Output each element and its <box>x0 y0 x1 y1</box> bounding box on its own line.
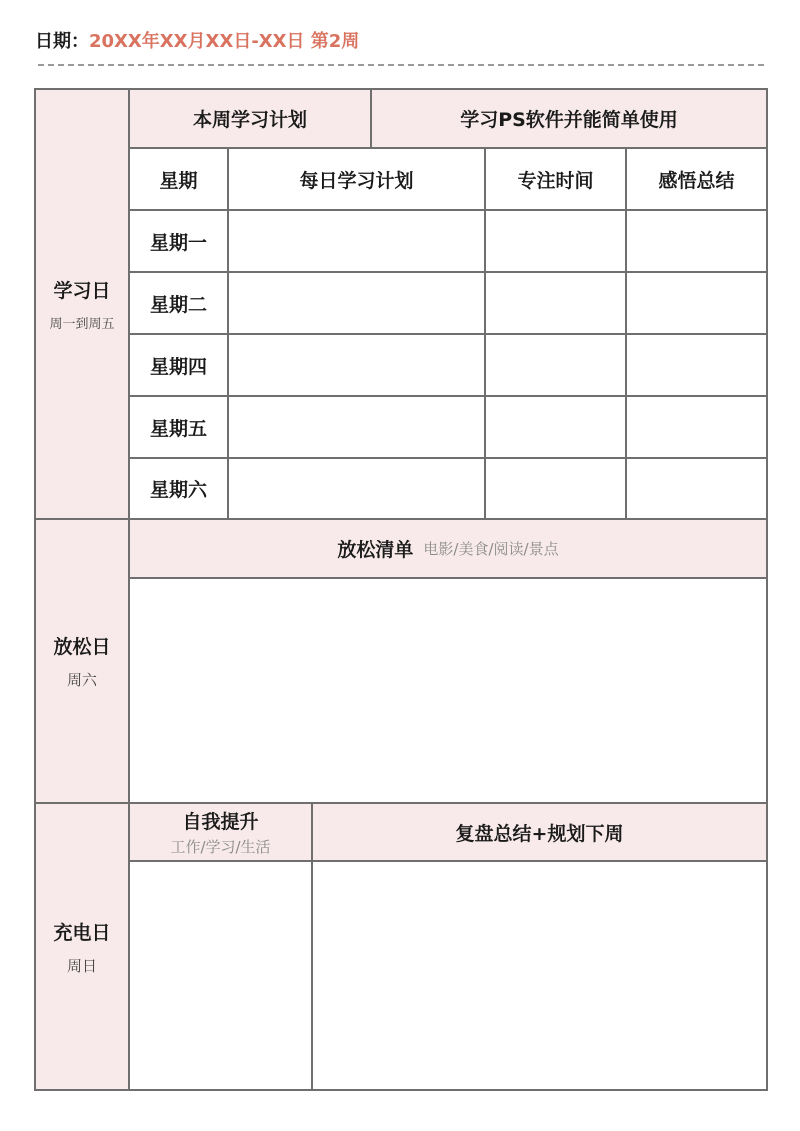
table-row-day-label: 星期二 <box>128 271 229 335</box>
table-row-day-label: 星期六 <box>128 457 229 520</box>
focus-time-cell[interactable] <box>484 457 627 520</box>
reflection-cell[interactable] <box>625 333 768 397</box>
reflection-cell[interactable] <box>625 209 768 273</box>
self-improvement-area[interactable] <box>128 860 313 1091</box>
reflection-cell[interactable] <box>625 457 768 520</box>
relax-list-title: 放松清单 <box>337 539 414 561</box>
daily-plan-cell[interactable] <box>227 395 486 459</box>
relax-day-subtitle: 周六 <box>66 671 97 689</box>
column-header-weekday: 星期 <box>128 147 229 211</box>
relax-list-area[interactable] <box>128 577 768 804</box>
date-line <box>35 27 359 53</box>
reflection-cell[interactable] <box>625 395 768 459</box>
relax-list-header <box>128 518 768 579</box>
dashed-divider <box>38 64 764 66</box>
column-header-daily-plan: 每日学习计划 <box>227 147 486 211</box>
daily-plan-cell[interactable] <box>227 271 486 335</box>
weekly-plan-label: 本周学习计划 <box>128 88 372 149</box>
column-header-reflection: 感悟总结 <box>625 147 768 211</box>
focus-time-cell[interactable] <box>484 209 627 273</box>
date-value: 20XX年XX月XX日-XX日 第2周 <box>89 31 360 52</box>
table-row-day-label: 星期四 <box>128 333 229 397</box>
review-plan-area[interactable] <box>311 860 768 1091</box>
self-improvement-title: 自我提升 <box>182 811 259 833</box>
daily-plan-cell[interactable] <box>227 209 486 273</box>
table-row-day-label: 星期五 <box>128 395 229 459</box>
reflection-cell[interactable] <box>625 271 768 335</box>
study-day-title: 学习日 <box>53 280 111 302</box>
column-header-focus-time: 专注时间 <box>484 147 627 211</box>
focus-time-cell[interactable] <box>484 333 627 397</box>
relax-day-title: 放松日 <box>53 636 111 658</box>
date-label: 日期： <box>35 31 89 52</box>
relax-list-note: 电影/美食/阅读/景点 <box>423 540 559 558</box>
self-improvement-note: 工作/学习/生活 <box>170 838 271 856</box>
weekly-plan-value[interactable]: 学习PS软件并能简单使用 <box>370 88 768 149</box>
focus-time-cell[interactable] <box>484 395 627 459</box>
recharge-day-title: 充电日 <box>53 921 111 944</box>
daily-plan-cell[interactable] <box>227 333 486 397</box>
recharge-day-side-label <box>34 802 130 1091</box>
self-improvement-header <box>128 802 313 862</box>
recharge-day-subtitle: 周日 <box>66 956 97 975</box>
table-row-day-label: 星期一 <box>128 209 229 273</box>
relax-day-side-label <box>34 518 130 804</box>
daily-plan-cell[interactable] <box>227 457 486 520</box>
study-day-subtitle: 周一到周五 <box>49 317 115 332</box>
focus-time-cell[interactable] <box>484 271 627 335</box>
review-plan-header: 复盘总结+规划下周 <box>311 802 768 862</box>
study-day-side-label <box>34 88 130 520</box>
